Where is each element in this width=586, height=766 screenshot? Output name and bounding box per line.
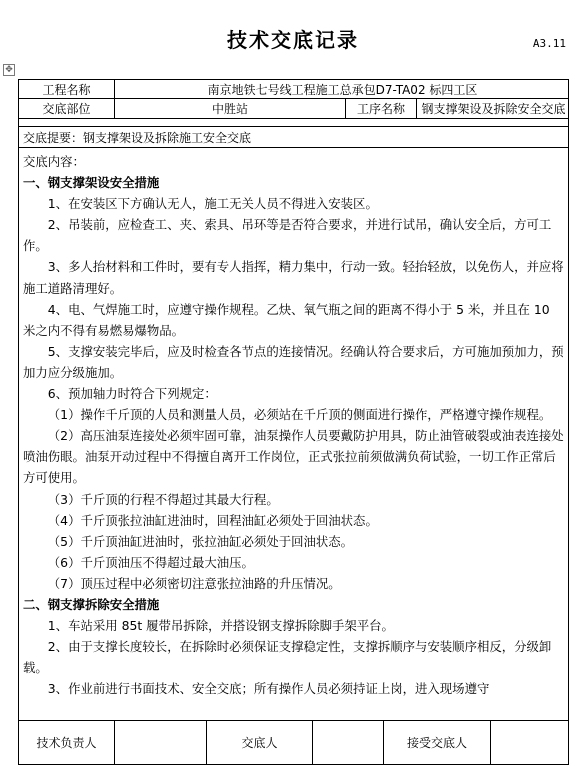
receiver-signature-field[interactable] <box>491 721 570 764</box>
section2-title: 二、钢支撑拆除安全措施 <box>23 596 160 612</box>
s2-item-3: 3、作业前进行书面技术、安全交底；所有操作人员必须持证上岗，进入现场遵守 <box>47 681 490 697</box>
s1-sub-1: （1）操作千斤顶的人员和测量人员，必须站在千斤顶的侧面进行操作，严格遵守操作规程。 <box>47 407 552 423</box>
s1-sub-4: （4）千斤顶张拉油缸进油时，回程油缸必须处于回油状态。 <box>47 512 378 528</box>
summary-text: 交底提要：钢支撑架设及拆除施工安全交底 <box>23 130 252 145</box>
s1-sub-3: （3）千斤顶的行程不得超过其最大行程。 <box>47 491 279 507</box>
tech-lead-label: 技术负责人 <box>19 721 115 764</box>
s1-item-3: 3、多人抬材料和工件时，要有专人指挥，精力集中，行动一致。轻抬轻放，以免伤人，并应将施工道路清理好。 <box>23 259 564 296</box>
s1-item-5: 5、支撑安装完毕后，应及时检查各节点的连接情况。经确认符合要求后，方可施加预加力，预加力应分级施加。 <box>23 343 564 380</box>
s2-item-2: 2、由于支撑长度较长，在拆除时必须保证支撑稳定性，支撑拆顺序与安装顺序相反，分级卸载。 <box>23 639 552 676</box>
table-move-handle-icon[interactable]: ✥ <box>3 64 15 76</box>
project-value: 南京地铁七号线工程施工总承包D7-TA02 标四工区 <box>207 82 478 97</box>
s1-item-2: 2、吊装前，应检查工、夹、索具、吊环等是否符合要求，并进行试吊，确认安全后，方可工作。 <box>23 217 552 254</box>
summary-row <box>19 127 568 148</box>
signature-row <box>19 720 568 764</box>
form-code: A3.11 <box>532 37 566 50</box>
document-title: 技术交底记录 <box>227 28 359 52</box>
content-label: 交底内容： <box>23 154 85 169</box>
s1-item-4: 4、电、气焊施工时，应遵守操作规程。乙炔、氧气瓶之间的距离不得小于 5 米，并且在 10 米之内不得有易燃易爆物品。 <box>23 301 550 338</box>
s2-item-1: 1、车站采用 85t 履带吊拆除，并搭设钢支撑拆除脚手架平台。 <box>47 618 394 634</box>
discloser-label: 交底人 <box>207 721 313 764</box>
part-value: 中胜站 <box>115 99 346 118</box>
tech-lead-signature-field[interactable] <box>115 721 207 764</box>
project-label: 工程名称 <box>19 80 115 98</box>
s1-sub-6: （6）千斤顶油压不得超过最大油压。 <box>47 554 254 570</box>
section1-title: 一、钢支撑架设安全措施 <box>23 175 160 191</box>
discloser-signature-field[interactable] <box>313 721 384 764</box>
s1-item-1: 1、在安装区下方确认无人，施工无关人员不得进入安装区。 <box>47 196 378 212</box>
process-value: 钢支撑架设及拆除安全交底 <box>421 102 566 116</box>
process-label: 工序名称 <box>346 99 417 118</box>
part-row <box>19 99 568 119</box>
s1-sub-7: （7）顶压过程中必须密切注意张拉油路的升压情况。 <box>47 575 341 591</box>
disclosure-table <box>18 79 569 765</box>
s1-sub-5: （5）千斤顶油缸进油时，张拉油缸必须处于回油状态。 <box>47 533 354 549</box>
spacer-row <box>19 119 568 127</box>
s1-sub-2: （2）高压油泵连接处必须牢固可靠，油泵操作人员要戴防护用具，防止油管破裂或油表连接处喷油伤眼。油泵开动过程中不得擅自离开工作岗位，正式张拉前须做满负荷试验，一切工作正常后方可使用。 <box>23 428 564 486</box>
s1-item-6: 6、预加轴力时符合下列规定： <box>47 386 217 402</box>
part-label: 交底部位 <box>19 99 115 118</box>
receiver-label: 接受交底人 <box>384 721 491 764</box>
project-row <box>19 80 568 99</box>
content-area <box>19 151 568 722</box>
